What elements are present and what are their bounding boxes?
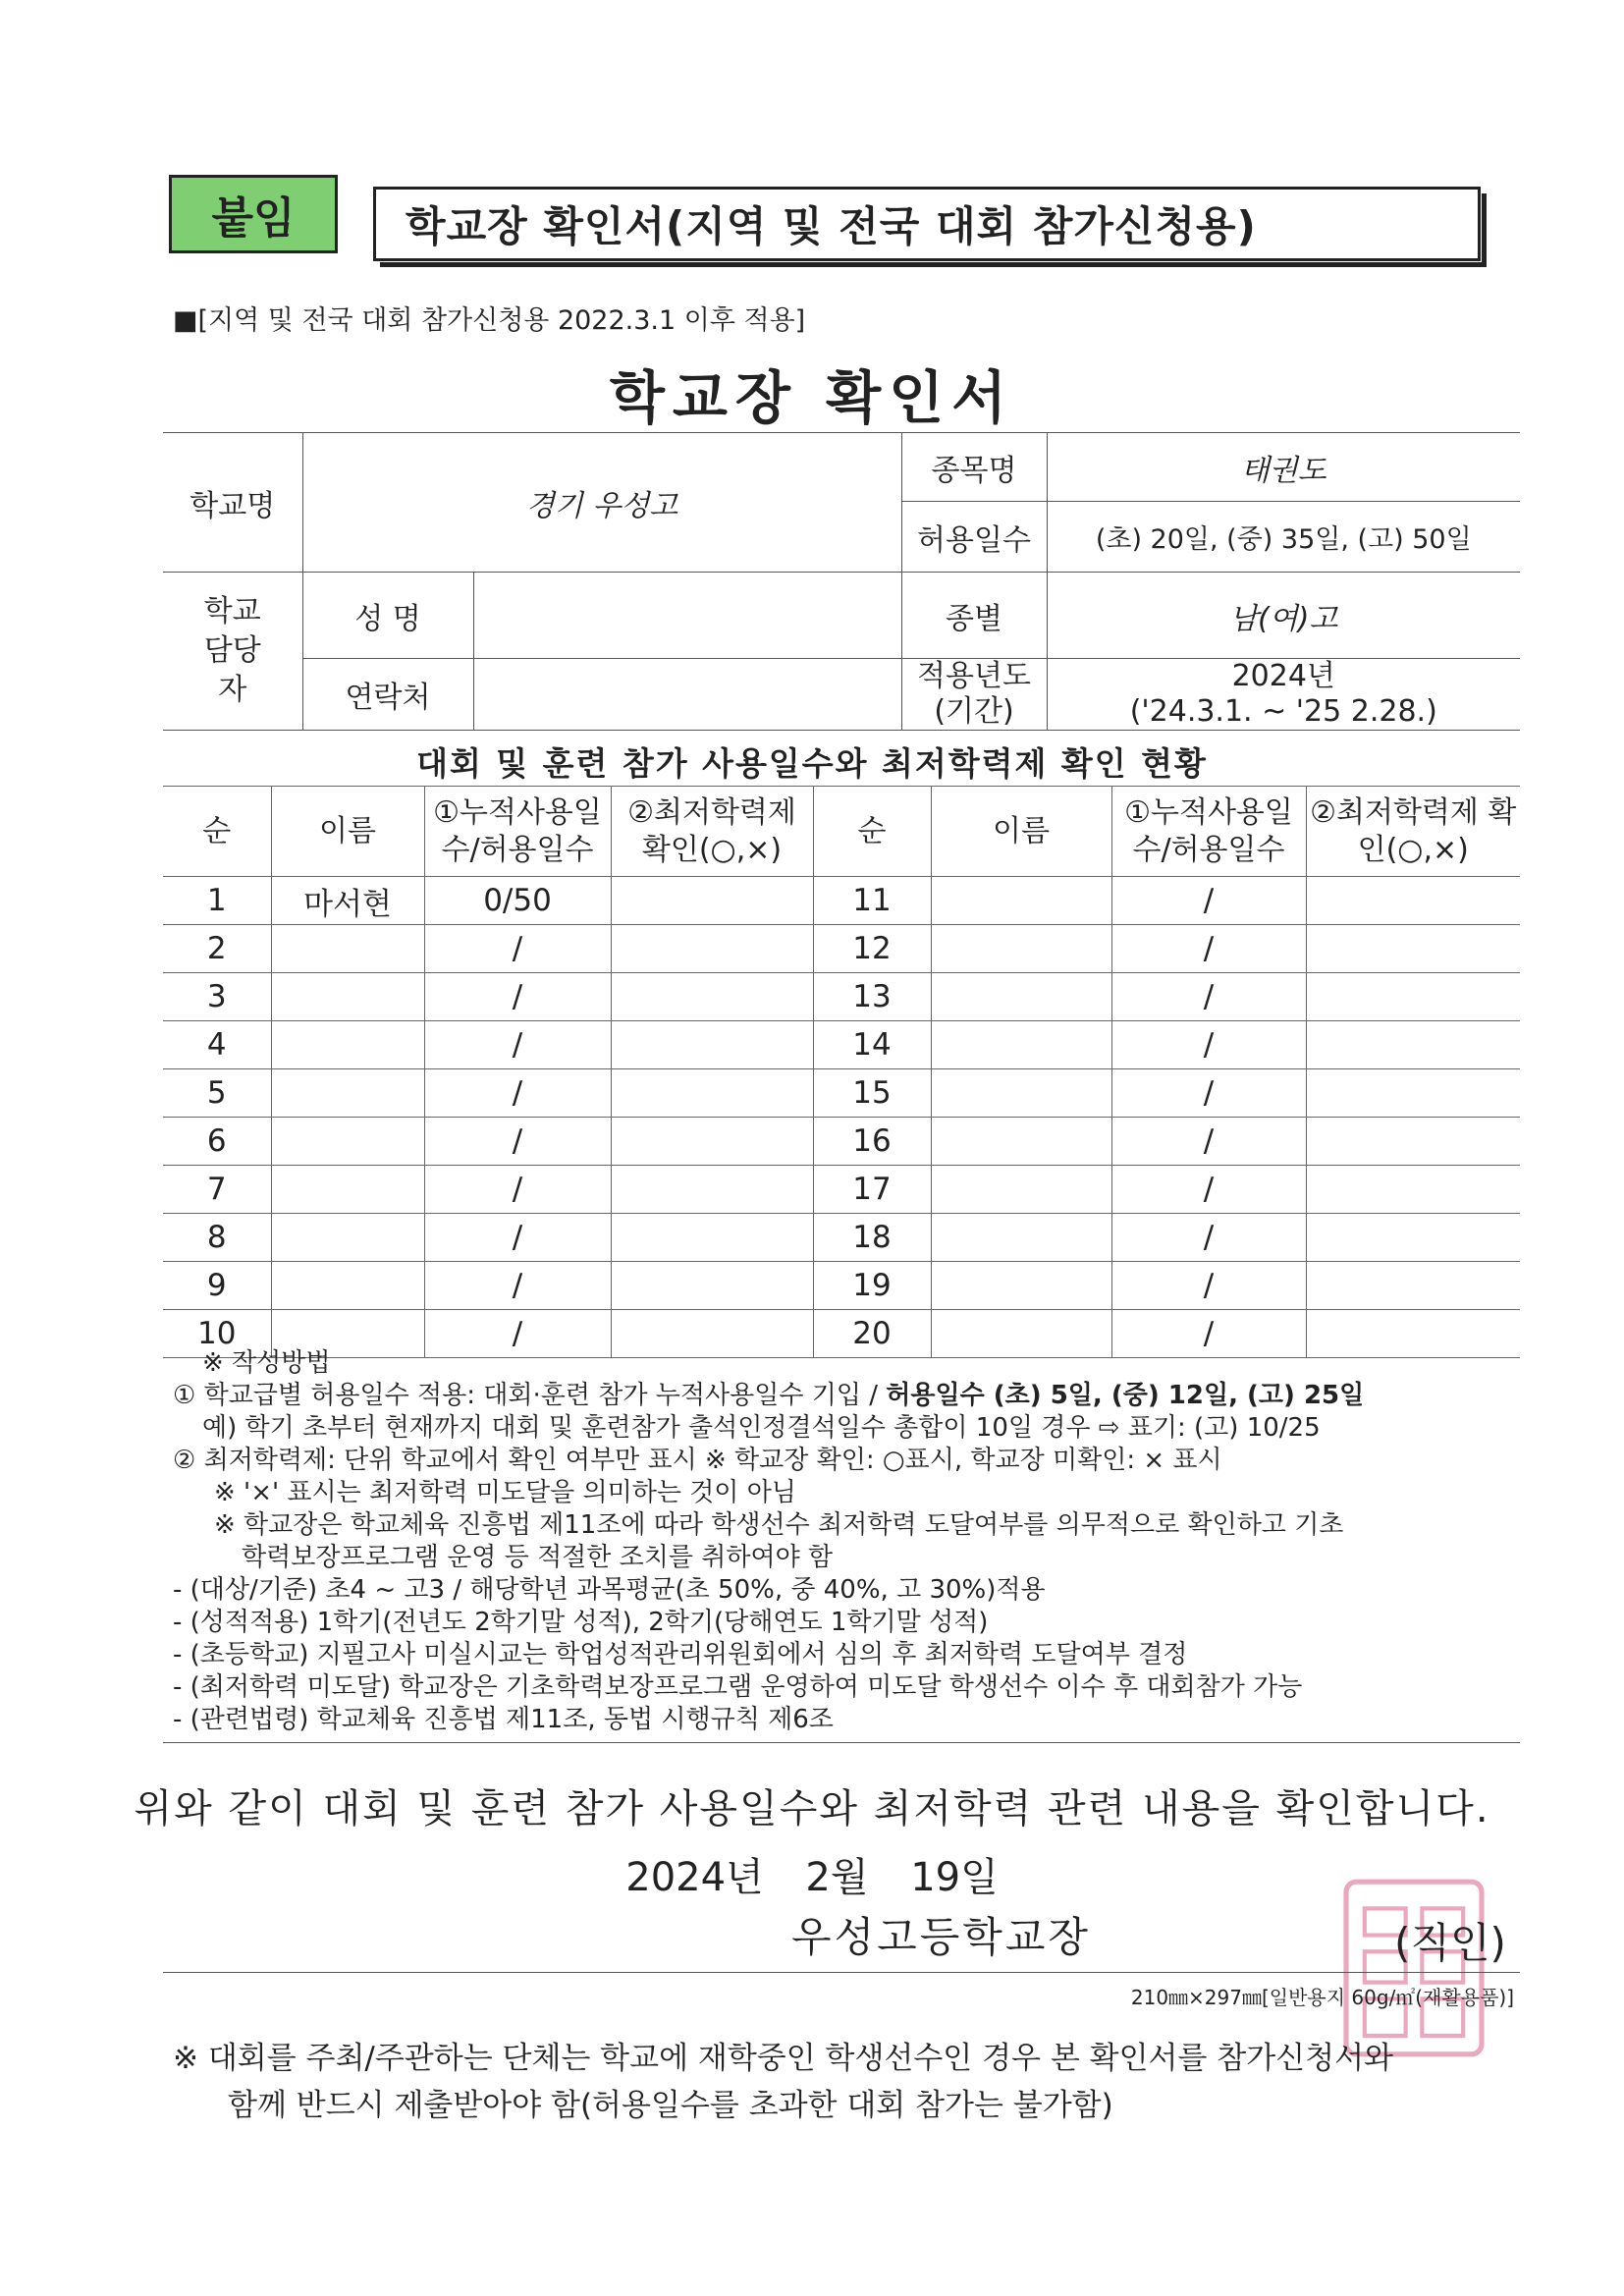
cell-check: [1306, 1118, 1520, 1166]
cell-name: [931, 1214, 1111, 1262]
detail-1: - (대상/기준) 초4 ~ 고3 / 해당학년 과목평균(초 50%, 중 40%, 고 30%)적용: [173, 1575, 1046, 1605]
manager-label: 학교 담당자: [163, 573, 302, 731]
note-4: ※ 학교장은 학교체육 진흥법 제11조에 따라 학생선수 최저학력 도달여부를 의무적으로 확인하고 기초: [214, 1510, 1344, 1540]
cell-check: [611, 1214, 813, 1262]
cell-check: [611, 1262, 813, 1310]
cell-no: 13: [813, 973, 931, 1021]
cell-name: [931, 925, 1111, 973]
cell-days: /: [1111, 877, 1306, 925]
school-label: 학교명: [163, 433, 302, 573]
cell-check: [1306, 973, 1520, 1021]
cell-days: /: [1111, 1166, 1306, 1214]
main-title: 학교장 확인서: [609, 364, 1015, 431]
cell-name: [931, 1166, 1111, 1214]
cell-check: [1306, 877, 1520, 925]
detail-2: - (성적적용) 1학기(전년도 2학기말 성적), 2학기(당해연도 1학기말 성적): [173, 1608, 989, 1637]
cell-no: 2: [163, 925, 271, 973]
cell-name: [931, 1069, 1111, 1118]
cell-no: 6: [163, 1118, 271, 1166]
gender-label: 종별: [901, 573, 1047, 659]
cell-days: /: [1111, 1310, 1306, 1358]
cell-check: [1306, 1021, 1520, 1069]
cell-days: /: [424, 973, 611, 1021]
paper-spec: 210㎜×297㎜[일반용지 60g/㎡(재활용품)]: [1130, 1986, 1514, 2009]
cell-name: [931, 877, 1111, 925]
instructions: [173, 1347, 1528, 1736]
cell-no: 20: [813, 1310, 931, 1358]
footer-line-1: ※ 대회를 주최/주관하는 단체는 학교에 재학중인 학생선수인 경우 본 확인서를 참가신청서와: [173, 2041, 1393, 2076]
divider: [163, 1742, 1520, 1743]
cell-days: /: [424, 1310, 611, 1358]
year-label: 적용년도 (기간): [901, 659, 1047, 731]
cell-name: [271, 1166, 424, 1214]
cell-days: /: [1111, 1262, 1306, 1310]
note-1: [173, 1380, 1528, 1412]
cell-check: [1306, 1262, 1520, 1310]
table-row: [163, 973, 1520, 1021]
applied-note: ■[지역 및 전국 대회 참가신청용 2022.3.1 이후 적용]: [173, 305, 806, 336]
cell-no: 17: [813, 1166, 931, 1214]
header-check: ②최저학력제 확인(○,×): [1306, 787, 1520, 877]
confirm-statement: 위와 같이 대회 및 훈련 참가 사용일수와 최저학력 관련 내용을 확인합니다.: [134, 1786, 1490, 1831]
attachment-tag: 붙임: [169, 175, 338, 253]
cell-no: 19: [813, 1262, 931, 1310]
cell-name: [931, 1118, 1111, 1166]
allowed-label: 허용일수: [901, 502, 1047, 573]
info-table: [163, 432, 1520, 731]
roster-table: [163, 786, 1520, 1358]
note-4-cont: 학력보장프로그램 운영 등 적절한 조치를 취하여야 함: [242, 1543, 834, 1572]
note-1-text: ① 학교급별 허용일수 적용: 대회·훈련 참가 누적사용일수 기입 /: [173, 1381, 887, 1410]
instructions-heading: ※ 작성방법: [202, 1348, 331, 1378]
cell-name: [271, 925, 424, 973]
cell-check: [1306, 1069, 1520, 1118]
header-no: 순: [163, 787, 271, 877]
footer-note: [173, 2035, 1508, 2129]
cell-no: 12: [813, 925, 931, 973]
confirm-date: 2024년 2월 19일: [625, 1855, 999, 1900]
divider: [163, 1972, 1520, 1973]
table-row: [163, 1262, 1520, 1310]
cell-name: [931, 1021, 1111, 1069]
cell-no: 3: [163, 973, 271, 1021]
cell-check: [1306, 1166, 1520, 1214]
cell-name: [271, 1214, 424, 1262]
cell-days: /: [424, 1021, 611, 1069]
cell-days: /: [1111, 1214, 1306, 1262]
cell-no: 18: [813, 1214, 931, 1262]
cell-no: 11: [813, 877, 931, 925]
cell-check: [611, 1118, 813, 1166]
table-row: [163, 925, 1520, 973]
year-period: ('24.3.1. ~ '25 2.28.): [1129, 694, 1437, 729]
table-row: [163, 1021, 1520, 1069]
note-1-allowed: 허용일수 (초) 5일, (중) 12일, (고) 25일: [886, 1381, 1365, 1410]
cell-check: [1306, 1214, 1520, 1262]
table-row: [163, 1069, 1520, 1118]
roster-header-row: [163, 787, 1520, 877]
table-row: [163, 1118, 1520, 1166]
header-no: 순: [813, 787, 931, 877]
document-title-box: [373, 187, 1481, 261]
header-check: ②최저학력제 확인(○,×): [611, 787, 813, 877]
cell-no: 4: [163, 1021, 271, 1069]
contact-value: [473, 659, 901, 731]
cell-no: 10: [163, 1310, 271, 1358]
cell-days: /: [1111, 925, 1306, 973]
cell-days: /: [424, 1069, 611, 1118]
document-title: 학교장 확인서(지역 및 전국 대회 참가신청용): [406, 202, 1257, 250]
note-2: ② 최저학력제: 단위 학교에서 확인 여부만 표시 ※ 학교장 확인: ○표시, 학교장 미확인: × 표시: [173, 1446, 1222, 1475]
event-value: 태권도: [1047, 433, 1520, 502]
year-cell: [1047, 659, 1520, 731]
roster-title: 대회 및 훈련 참가 사용일수와 최저학력제 확인 현황: [416, 744, 1208, 783]
cell-name: [271, 1118, 424, 1166]
cell-name: [271, 1069, 424, 1118]
name-value: [473, 573, 901, 659]
allowed-value: (초) 20일, (중) 35일, (고) 50일: [1047, 502, 1520, 573]
cell-check: [611, 973, 813, 1021]
cell-check: [611, 925, 813, 973]
cell-no: 15: [813, 1069, 931, 1118]
header-days: ①누적사용일수/허용일수: [1111, 787, 1306, 877]
cell-days: /: [424, 925, 611, 973]
name-label: 성 명: [302, 573, 473, 659]
cell-days: /: [1111, 1118, 1306, 1166]
year-value: 2024년: [1231, 659, 1335, 693]
cell-days: /: [1111, 1021, 1306, 1069]
table-row: [163, 1166, 1520, 1214]
cell-no: 7: [163, 1166, 271, 1214]
cell-no: 16: [813, 1118, 931, 1166]
principal-name: 우성고등학교장: [791, 1913, 1092, 1961]
gender-value: 남(여)고: [1047, 573, 1520, 659]
detail-5: - (관련법령) 학교체육 진흥법 제11조, 동법 시행규칙 제6조: [173, 1705, 834, 1734]
cell-name: [271, 973, 424, 1021]
header-name: 이름: [271, 787, 424, 877]
cell-check: [611, 877, 813, 925]
event-label: 종목명: [901, 433, 1047, 502]
table-row: [163, 877, 1520, 925]
cell-name: 마서현: [271, 877, 424, 925]
cell-check: [611, 1021, 813, 1069]
seal-label: (직인): [1394, 1919, 1506, 1967]
cell-days: /: [424, 1166, 611, 1214]
header-days: ①누적사용일수/허용일수: [424, 787, 611, 877]
cell-name: [271, 1262, 424, 1310]
cell-no: 1: [163, 877, 271, 925]
cell-check: [611, 1166, 813, 1214]
cell-no: 9: [163, 1262, 271, 1310]
detail-3: - (초등학교) 지필고사 미실시교는 학업성적관리위원회에서 심의 후 최저학력 도달여부 결정: [173, 1640, 1188, 1669]
note-3: ※ '×' 표시는 최저학력 미도달을 의미하는 것이 아님: [214, 1478, 796, 1507]
cell-no: 8: [163, 1214, 271, 1262]
school-value: 경기 우성고: [302, 433, 901, 573]
cell-check: [611, 1069, 813, 1118]
cell-check: [1306, 925, 1520, 973]
header-name: 이름: [931, 787, 1111, 877]
contact-label: 연락처: [302, 659, 473, 731]
note-1-example: 예) 학기 초부터 현재까지 대회 및 훈련참가 출석인정결석일수 총합이 10일 경우 ⇨ 표기: (고) 10/25: [202, 1413, 1321, 1443]
cell-no: 5: [163, 1069, 271, 1118]
cell-days: /: [424, 1118, 611, 1166]
cell-days: /: [424, 1262, 611, 1310]
cell-days: /: [424, 1214, 611, 1262]
cell-name: [931, 1262, 1111, 1310]
cell-no: 14: [813, 1021, 931, 1069]
table-row: [163, 1214, 1520, 1262]
cell-name: [931, 973, 1111, 1021]
detail-4: - (최저학력 미도달) 학교장은 기초학력보장프로그램 운영하여 미도달 학생선수 이수 후 대회참가 가능: [173, 1672, 1303, 1702]
cell-days: /: [1111, 1069, 1306, 1118]
footer-line-2: 함께 반드시 제출받아야 함(허용일수를 초과한 대회 참가는 불가함): [228, 2088, 1113, 2123]
cell-name: [271, 1021, 424, 1069]
cell-days: 0/50: [424, 877, 611, 925]
cell-days: /: [1111, 973, 1306, 1021]
